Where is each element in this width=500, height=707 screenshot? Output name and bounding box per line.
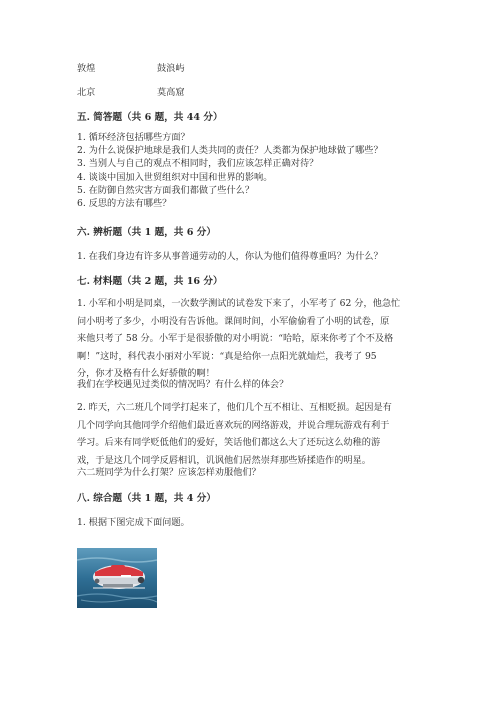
pair-1-right: 鼓浪屿 xyxy=(157,63,185,74)
section-7-question-2-prompt: 六二班同学为什么打架？应该怎样劝服他们？ xyxy=(77,467,261,478)
section-7-question-1 xyxy=(77,295,407,383)
list-item: 5. 在防御自然灾害方面我们都做了些什么？ xyxy=(77,184,255,196)
section-8-title: 八. 综合题（共 1 题，共 4 分） xyxy=(77,493,216,504)
paragraph-line: 学习。后来有同学贬低他们的爱好，笑话他们都这么大了还玩这么幼稚的游 xyxy=(77,437,381,448)
paragraph-line: 戏，于是这几个同学反唇相讥，讥讽他们居然崇拜那些矫揉造作的明星。 xyxy=(77,454,371,466)
submersible-photo xyxy=(77,548,157,608)
pair-2-left: 北京 xyxy=(77,87,96,98)
section-5-title: 五. 简答题（共 6 题，共 44 分） xyxy=(77,112,223,123)
paragraph-line: 分，你才及格有什么好骄傲的啊！ xyxy=(77,368,215,379)
paragraph-line: 问小明考了多少，小明没有告诉他。课间时间，小军偷偷看了小明的试卷，原 xyxy=(77,315,390,327)
section-7-question-2 xyxy=(77,399,407,469)
paragraph-line: 啊！”这时，科代表小丽对小军说：“真是给你一点阳光就灿烂，我考了 95 xyxy=(77,350,377,362)
list-item: 3. 当别人与自己的观点不相同时，我们应该怎样正确对待？ xyxy=(77,158,319,170)
list-item: 4. 谈谈中国加入世贸组织对中国和世界的影响。 xyxy=(77,171,273,183)
section-6-question-1: 1. 在我们身边有许多从事普通劳动的人，你认为他们值得尊重吗？为什么？ xyxy=(77,251,383,262)
paragraph-line: 几个同学向其他同学介绍他们最近喜欢玩的网络游戏，并说合理玩游戏有利于 xyxy=(77,419,390,431)
pair-2-right: 莫高窟 xyxy=(157,87,185,98)
pair-1-left: 敦煌 xyxy=(77,63,96,74)
section-5-list xyxy=(77,131,407,210)
section-7-question-1-prompt: 我们在学校遇见过类似的情况吗？有什么样的体会？ xyxy=(77,379,289,390)
list-item: 6. 反思的方法有哪些？ xyxy=(77,198,172,210)
section-6-title: 六. 辨析题（共 1 题，共 6 分） xyxy=(77,227,216,238)
paragraph-line: 来他只考了 58 分。小军于是很骄傲的对小明说：“哈哈，原来你考了个不及格 xyxy=(77,333,394,344)
list-item: 1. 循环经济包括哪些方面？ xyxy=(77,132,190,143)
section-8-question-1: 1. 根据下图完成下面问题。 xyxy=(77,517,190,528)
section-7-title: 七. 材料题（共 2 题，共 16 分） xyxy=(77,276,223,287)
paragraph-line: 2. 昨天，六二班几个同学打起来了，他们几个互不相让、互相贬损。起因是有 xyxy=(77,402,392,413)
paragraph-line: 1. 小军和小明是同桌，一次数学测试的试卷发下来了，小军考了 62 分，他急忙 xyxy=(77,298,401,309)
list-item: 2. 为什么说保护地球是我们人类共同的责任？人类都为保护地球做了哪些？ xyxy=(77,145,383,157)
